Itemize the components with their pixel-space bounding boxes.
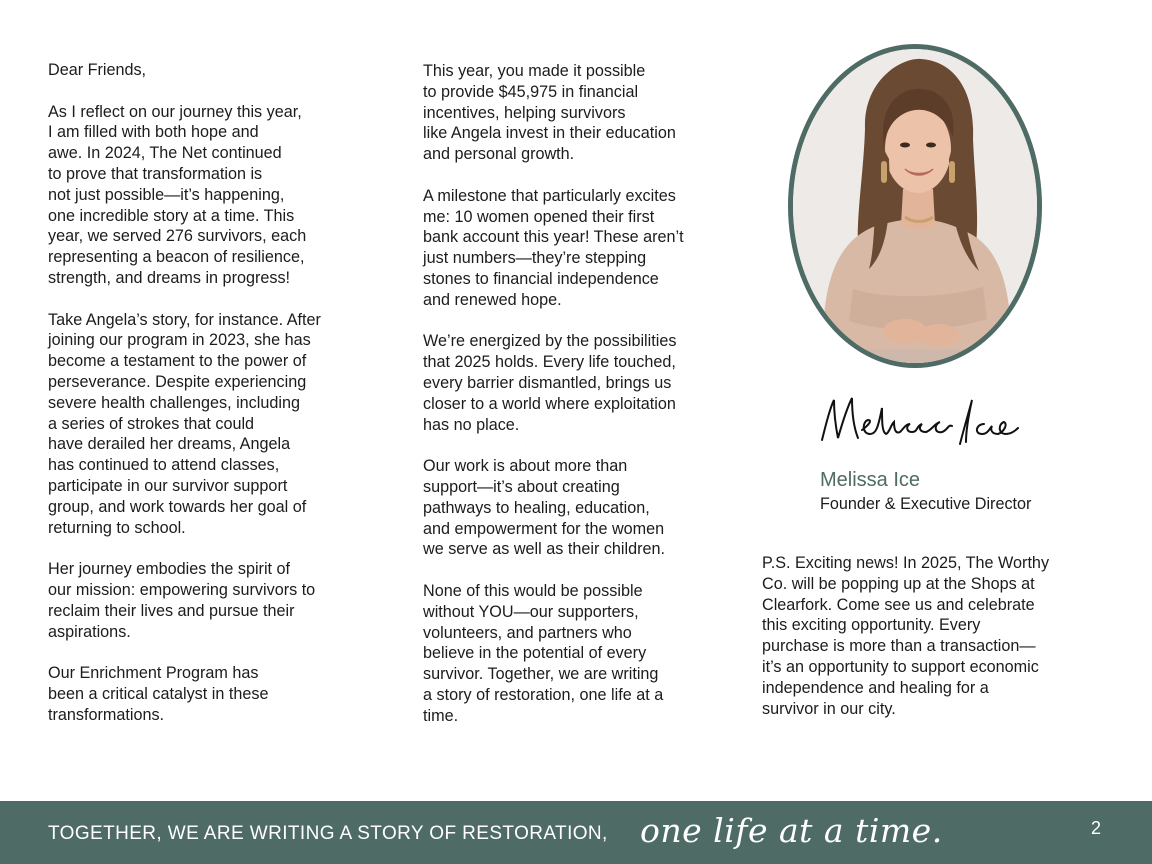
postscript-line: independence and healing for a bbox=[762, 678, 989, 697]
text-line: a series of strokes that could bbox=[48, 414, 255, 433]
text-line: not just possible—it’s happening, bbox=[48, 185, 285, 204]
portrait-photo-icon bbox=[793, 49, 1037, 363]
text-line: volunteers, and partners who bbox=[423, 623, 632, 642]
text-line: and empowerment for the women bbox=[423, 519, 665, 538]
text-line: group, and work towards her goal of bbox=[48, 497, 307, 516]
text-line: severe health challenges, including bbox=[48, 393, 300, 412]
postscript-line: survivor in our city. bbox=[762, 699, 896, 718]
text-line: A milestone that particularly excites bbox=[423, 186, 676, 205]
text-line: perseverance. Despite experiencing bbox=[48, 372, 307, 391]
text-line: incentives, helping survivors bbox=[423, 103, 626, 122]
text-line: None of this would be possible bbox=[423, 581, 643, 600]
letter-paragraph bbox=[423, 581, 739, 727]
text-line: one incredible story at a time. This bbox=[48, 206, 295, 225]
letter-paragraph bbox=[48, 559, 378, 642]
signer-name: Melissa Ice bbox=[820, 469, 921, 491]
page-number: 2 bbox=[1091, 818, 1102, 838]
text-line: has continued to attend classes, bbox=[48, 456, 280, 475]
text-line: representing a beacon of resilience, bbox=[48, 248, 305, 267]
letter-paragraph bbox=[48, 663, 378, 725]
text-line: I am filled with both hope and bbox=[48, 123, 259, 142]
text-line: Our work is about more than bbox=[423, 457, 628, 476]
text-line: believe in the potential of every bbox=[423, 644, 647, 663]
postscript-line: it’s an opportunity to support economic bbox=[762, 657, 1039, 676]
postscript bbox=[762, 553, 1112, 719]
text-line: become a testament to the power of bbox=[48, 352, 307, 371]
letter-paragraph bbox=[423, 331, 739, 435]
text-line: and personal growth. bbox=[423, 145, 575, 164]
postscript-line: this exciting opportunity. Every bbox=[762, 616, 981, 635]
text-line: reclaim their lives and pursue their bbox=[48, 601, 295, 620]
text-line: strength, and dreams in progress! bbox=[48, 268, 291, 287]
text-line: Dear Friends, bbox=[48, 61, 147, 79]
postscript-line: Clearfork. Come see us and celebrate bbox=[762, 595, 1035, 614]
text-line: without YOU—our supporters, bbox=[423, 602, 639, 621]
text-line: that 2025 holds. Every life touched, bbox=[423, 353, 676, 372]
text-line: awe. In 2024, The Net continued bbox=[48, 144, 282, 163]
text-line: a story of restoration, one life at a bbox=[423, 685, 664, 704]
text-line: just numbers—they’re stepping bbox=[423, 249, 647, 268]
text-line: This year, you made it possible bbox=[423, 62, 646, 80]
footer-banner bbox=[0, 801, 1152, 864]
letter-column-2 bbox=[423, 61, 739, 747]
letter-paragraph bbox=[48, 60, 378, 81]
text-line: As I reflect on our journey this year, bbox=[48, 102, 302, 121]
text-line: returning to school. bbox=[48, 518, 186, 537]
letter-column-1 bbox=[48, 60, 378, 746]
text-line: Take Angela’s story, for instance. After bbox=[48, 310, 321, 329]
letter-paragraph bbox=[423, 186, 739, 311]
text-line: Her journey embodies the spirit of bbox=[48, 560, 291, 579]
letter-paragraph bbox=[423, 456, 739, 560]
letter-paragraph bbox=[48, 102, 378, 289]
text-line: time. bbox=[423, 706, 459, 725]
footer-script-tagline: one life at a time. bbox=[640, 811, 943, 850]
text-line: our mission: empowering survivors to bbox=[48, 580, 316, 599]
letter-paragraph bbox=[423, 61, 739, 165]
text-line: and renewed hope. bbox=[423, 290, 562, 309]
text-line: joining our program in 2023, she has bbox=[48, 331, 311, 350]
text-line: to prove that transformation is bbox=[48, 164, 263, 183]
text-line: year, we served 276 survivors, each bbox=[48, 227, 307, 246]
founder-portrait bbox=[788, 44, 1042, 368]
text-line: We’re energized by the possibilities bbox=[423, 332, 677, 351]
text-line: been a critical catalyst in these bbox=[48, 684, 269, 703]
text-line: every barrier dismantled, brings us bbox=[423, 373, 672, 392]
letter-paragraph bbox=[48, 310, 378, 539]
text-line: participate in our survivor support bbox=[48, 476, 288, 495]
text-line: closer to a world where exploitation bbox=[423, 394, 676, 413]
text-line: pathways to healing, education, bbox=[423, 498, 650, 517]
postscript-line: purchase is more than a transaction— bbox=[762, 637, 1036, 656]
text-line: aspirations. bbox=[48, 622, 131, 641]
postscript-line: Co. will be popping up at the Shops at bbox=[762, 574, 1035, 593]
signature-icon bbox=[812, 388, 1022, 458]
text-line: survivor. Together, we are writing bbox=[423, 665, 659, 684]
signer-title: Founder & Executive Director bbox=[820, 495, 1032, 513]
text-line: support—it’s about creating bbox=[423, 477, 620, 496]
text-line: like Angela invest in their education bbox=[423, 124, 676, 143]
text-line: Our Enrichment Program has bbox=[48, 664, 259, 683]
text-line: has no place. bbox=[423, 415, 520, 434]
text-line: have derailed her dreams, Angela bbox=[48, 435, 291, 454]
text-line: to provide $45,975 in financial bbox=[423, 82, 639, 101]
text-line: me: 10 women opened their first bbox=[423, 207, 655, 226]
text-line: we serve as well as their children. bbox=[423, 540, 666, 559]
text-line: transformations. bbox=[48, 705, 165, 724]
text-line: bank account this year! These aren’t bbox=[423, 228, 684, 247]
text-line: stones to financial independence bbox=[423, 269, 659, 288]
postscript-line: P.S. Exciting news! In 2025, The Worthy bbox=[762, 554, 1050, 572]
footer-tagline: TOGETHER, WE ARE WRITING A STORY OF RESTORATION, bbox=[48, 823, 608, 844]
